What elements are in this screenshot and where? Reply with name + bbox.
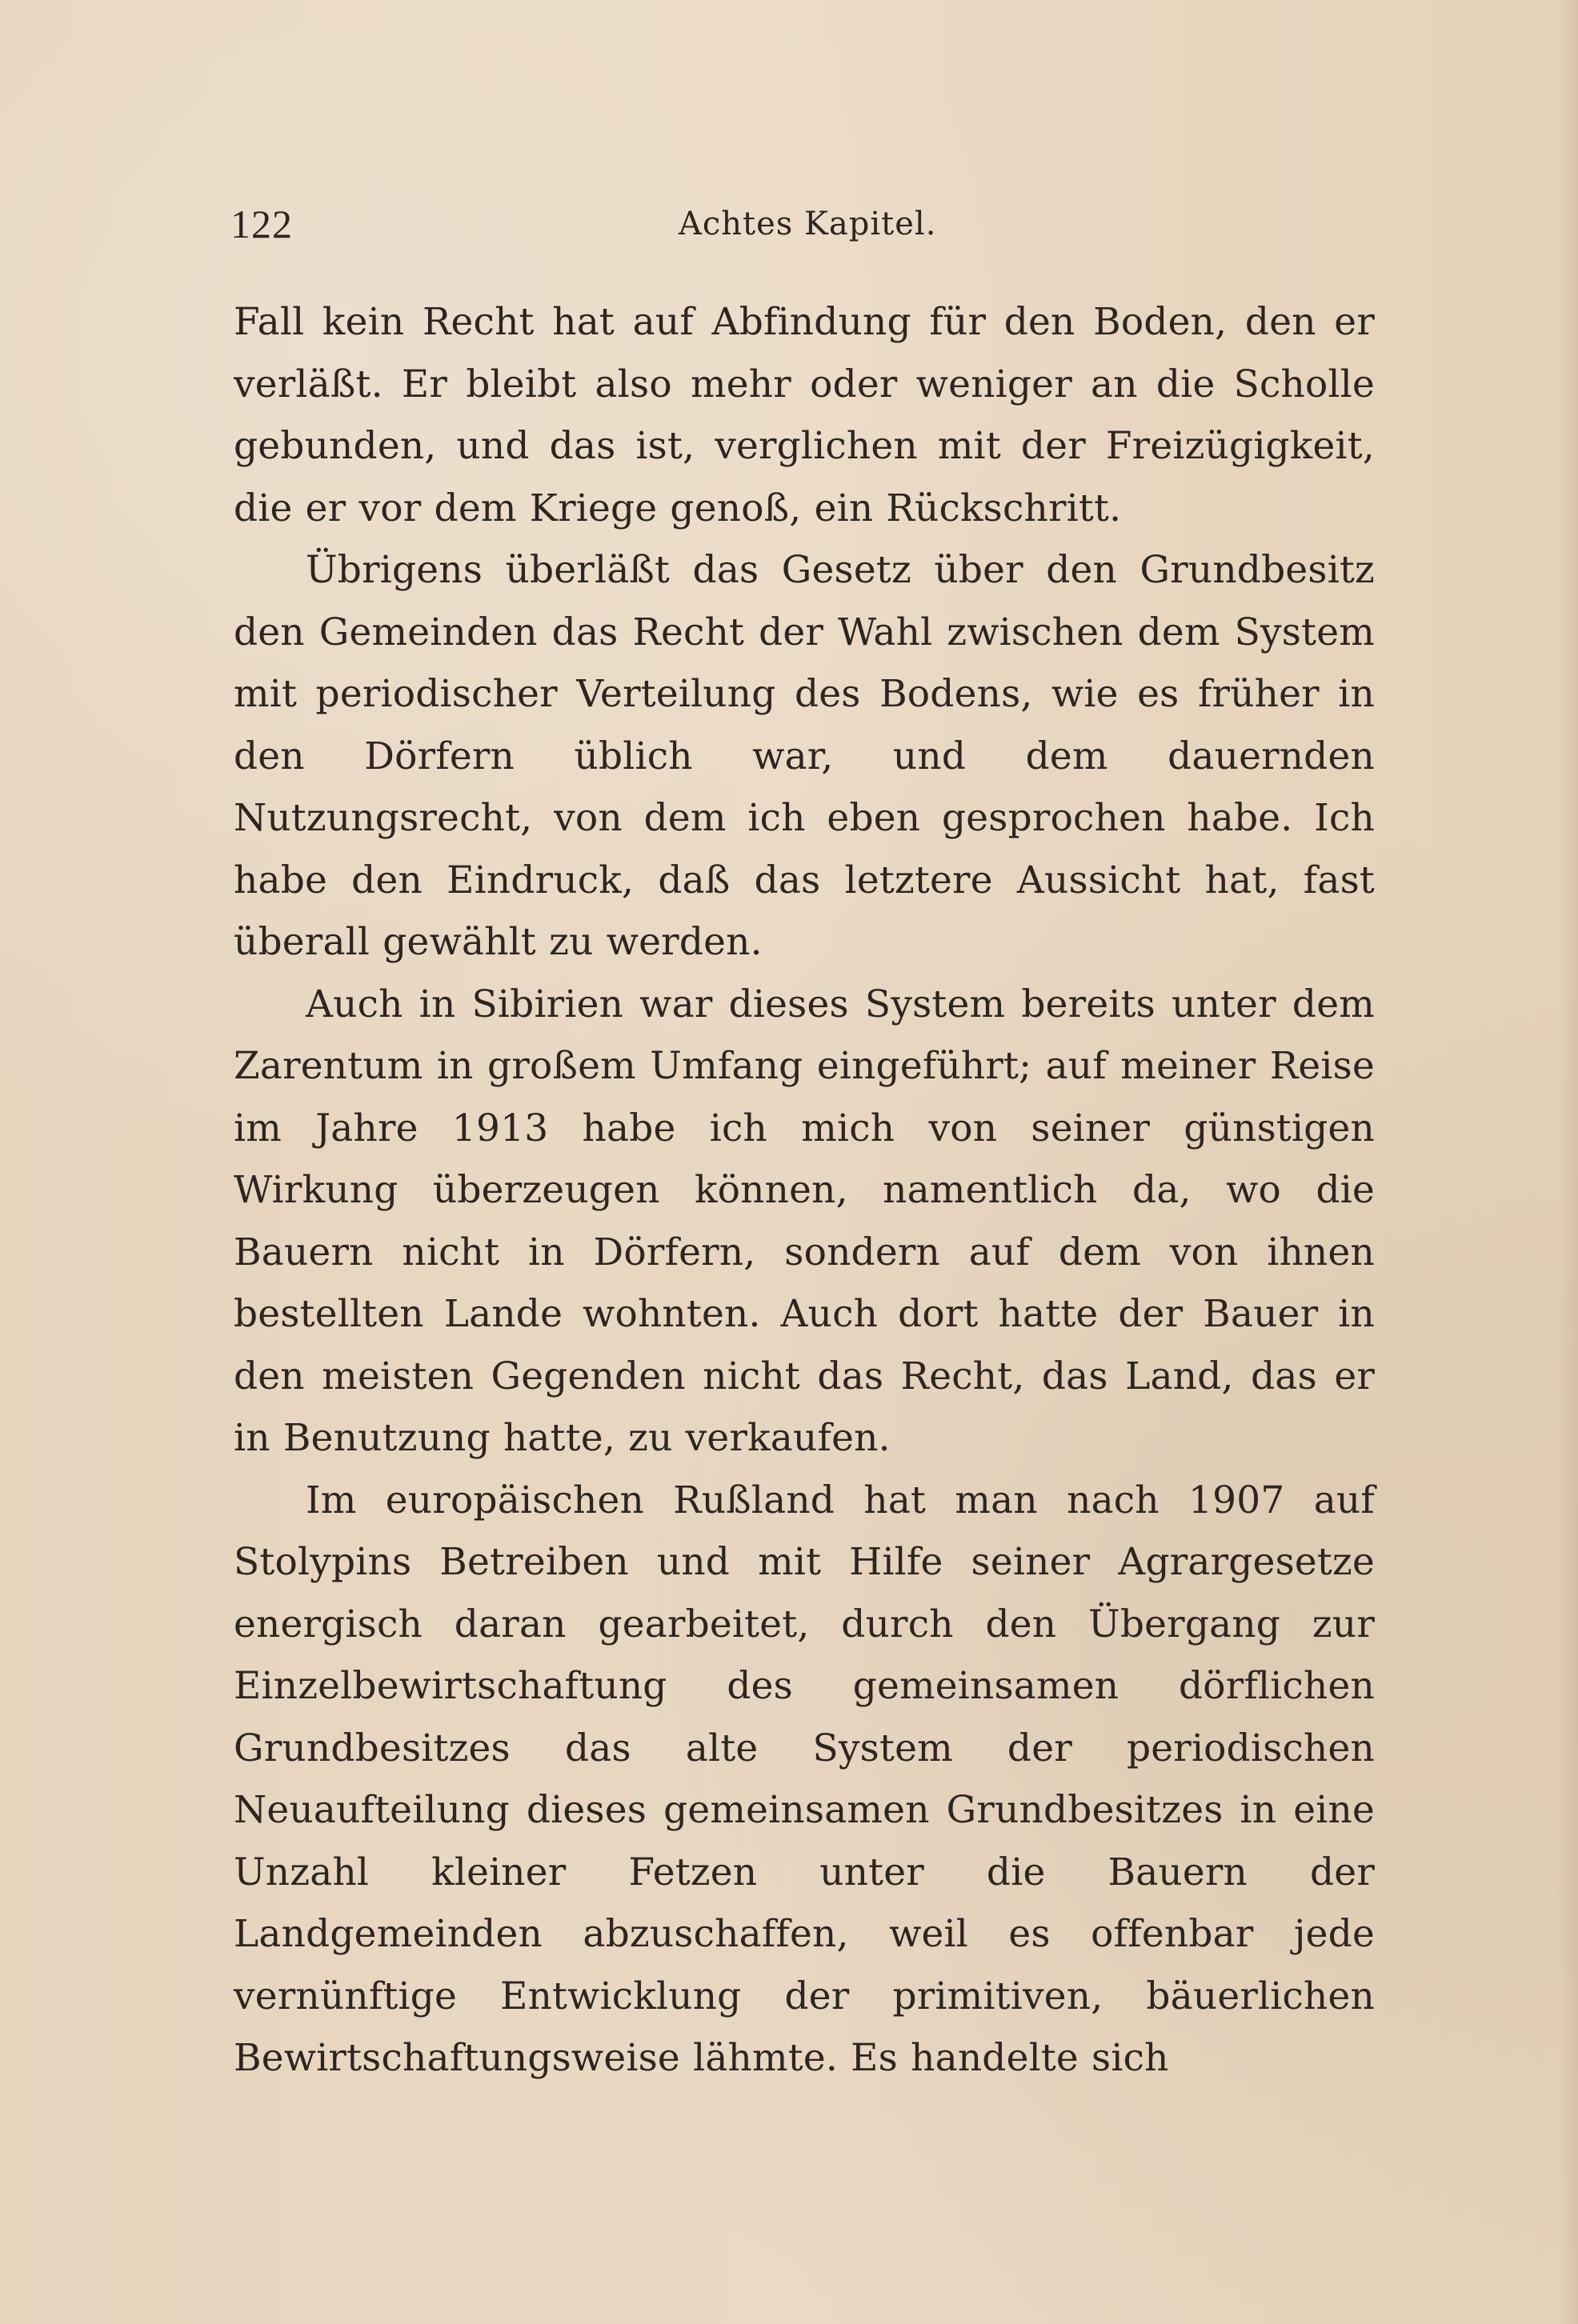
page-edge-shadow [1557,0,1578,2324]
paragraph: Im europäischen Rußland hat man nach 1907 auf Stolypins Betreiben und mit Hilfe seiner Agrargesetze energisch daran gearbeitet, durch den Übergang zur Einzelbewirtschaftung des gemeinsamen dörflichen Grundbesitzes das alte System der periodischen Neuaufteilung dieses gemeinsamen Grundbesitzes in eine Unzahl kleiner Fetzen unter die Bauern der Landgemeinden abzuschaffen, weil es offenbar jede vernünftige Entwicklung der primitiven, bäuerlichen Bewirtschaftungsweise lähmte. Es handelte sich [234,1478,1375,2080]
paragraph: Fall kein Recht hat auf Abfindung für den Boden, den er verläßt. Er bleibt also mehr oder weniger an die Scholle gebunden, und das ist, verglichen mit der Freizügigkeit, die er vor dem Kriege genoß, ein Rückschritt. [234,300,1375,530]
page-header [230,198,1375,250]
running-head: Achtes Kapitel. [679,206,937,242]
body-text [234,291,1375,2090]
page-number: 122 [230,202,293,246]
paragraph: Übrigens überläßt das Gesetz über den Grundbesitz den Gemeinden das Recht der Wahl zwischen dem System mit periodischer Verteilung des Bodens, wie es früher in den Dörfern üblich war, und dem dauernden Nutzungsrecht, von dem ich eben gesprochen habe. Ich habe den Eindruck, daß das letztere Aussicht hat, fast überall gewählt zu werden. [234,548,1375,964]
paragraph: Auch in Sibirien war dieses System bereits unter dem Zarentum in großem Umfang eingeführt; auf meiner Reise im Jahre 1913 habe ich mich von seiner günstigen Wirkung überzeugen können, namentlich da, wo die Bauern nicht in Dörfern, sondern auf dem von ihnen bestellten Lande wohnten. Auch dort hatte der Bauer in den meisten Gegenden nicht das Recht, das Land, das er in Benutzung hatte, zu verkaufen. [234,982,1375,1460]
